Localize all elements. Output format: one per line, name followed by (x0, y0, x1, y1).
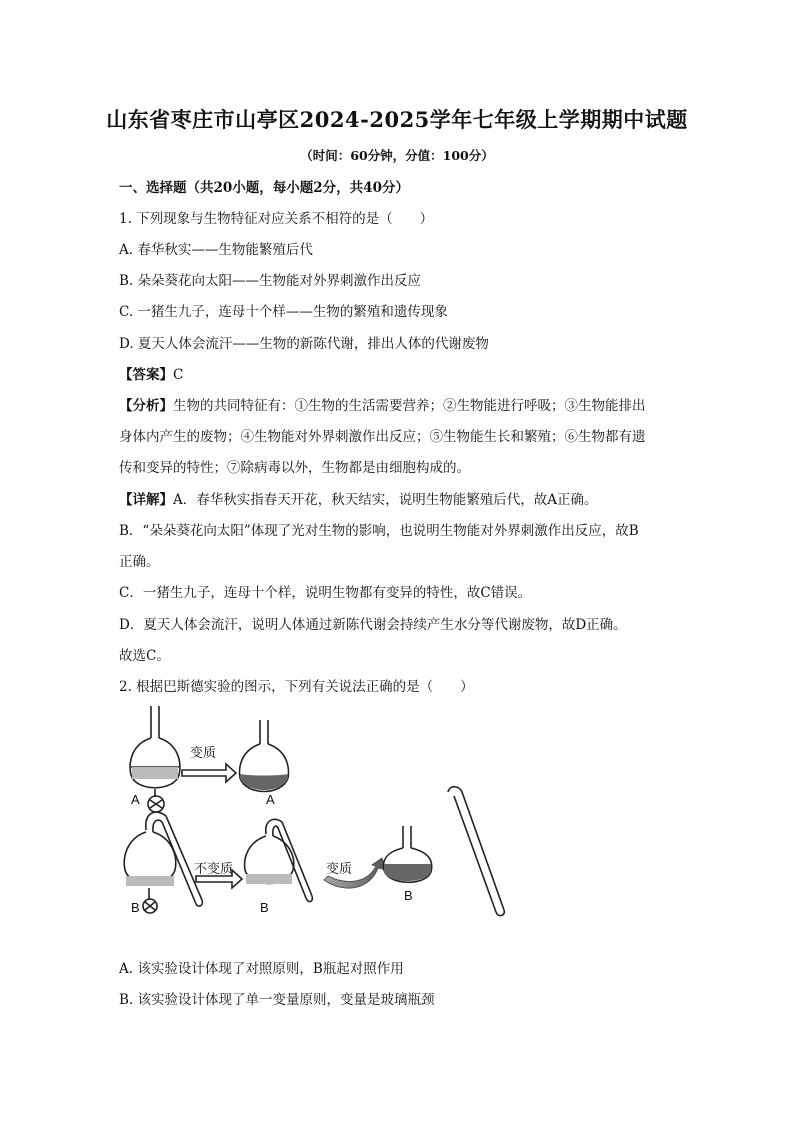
detail-tag: 【详解】 (119, 492, 173, 508)
flask-label-a: A (131, 792, 140, 807)
detail-line-5: D．夏天人体会流汗，说明人体通过新陈代谢会持续产生水分等代谢废物，故D正确。 (119, 617, 627, 633)
question-1-option-b: B. 朵朵葵花向太阳——生物能对外界刺激作出反应 (119, 273, 422, 289)
question-2-stem: 2. 根据巴斯德实验的图示，下列有关说法正确的是（ ） (119, 679, 474, 695)
question-1-option-d: D. 夏天人体会流汗——生物的新陈代谢，排出人体的代谢废物 (119, 336, 489, 352)
question-2-option-a: A. 该实验设计体现了对照原则，B瓶起对照作用 (119, 961, 404, 977)
flask-label-b-final: B (404, 888, 413, 903)
answer-value: C (173, 367, 184, 383)
page-title: 山东省枣庄市山亭区2024-2025学年七年级上学期期中试题 (106, 107, 688, 132)
analysis-line-3: 传和变异的特性；⑦除病毒以外，生物都是由细胞构成的。 (119, 460, 470, 476)
detail-line-2: B．“朵朵葵花向太阳”体现了光对生物的影响，也说明生物能对外界刺激作出反应，故B (119, 523, 639, 539)
pasteur-experiment-figure (118, 700, 518, 945)
arrow-right-icon (182, 764, 236, 782)
detail-line-3: 正确。 (119, 554, 160, 570)
analysis-line-2: 身体内产生的废物；④生物能对外界刺激作出反应；⑤生物能生长和繁殖；⑥生物都有遗 (119, 429, 646, 445)
detached-swan-neck (448, 787, 504, 916)
question-1-stem: 1. 下列现象与生物特征对应关系不相符的是（ ） (119, 211, 434, 227)
label-no-change: 不变质 (194, 861, 234, 876)
section-heading: 一、选择题（共20小题，每小题2分，共40分） (119, 180, 409, 196)
flask-b-result (245, 819, 313, 901)
detail-text-1: A．春华秋实指春天开花，秋天结实，说明生物能繁殖后代，故A正确。 (173, 492, 598, 508)
flask-label-b-result: B (260, 900, 269, 915)
exam-time-score: （时间：60分钟，分值：100分） (300, 148, 494, 163)
flask-a-result (240, 720, 289, 792)
analysis-line-1 (119, 394, 646, 414)
flask-label-b: B (131, 900, 140, 915)
analysis-text-1: 生物的共同特征有：①生物的生活需要营养；②生物能进行呼吸；③生物能排出 (173, 398, 646, 414)
detail-line-6: 故选C。 (119, 648, 170, 664)
flask-b-final (384, 826, 432, 882)
analysis-tag: 【分析】 (119, 398, 173, 414)
label-change-a: 变质 (190, 745, 217, 760)
detail-line-4: C．一猪生九子，连母十个样，说明生物都有变异的特性，故C错误。 (119, 585, 532, 601)
question-1-option-c: C. 一猪生九子，连母十个样——生物的繁殖和遗传现象 (119, 304, 448, 320)
flask-label-a-result: A (266, 792, 275, 807)
label-change-b: 变质 (326, 861, 353, 876)
flask-b-heating (124, 812, 202, 913)
detail-line-1 (119, 488, 598, 508)
question-2-option-b: B. 该实验设计体现了单一变量原则，变量是玻璃瓶颈 (119, 992, 435, 1008)
answer-tag: 【答案】 (119, 367, 173, 383)
answer-line (119, 363, 183, 383)
question-1-option-a: A. 春华秋实——生物能繁殖后代 (119, 242, 313, 258)
